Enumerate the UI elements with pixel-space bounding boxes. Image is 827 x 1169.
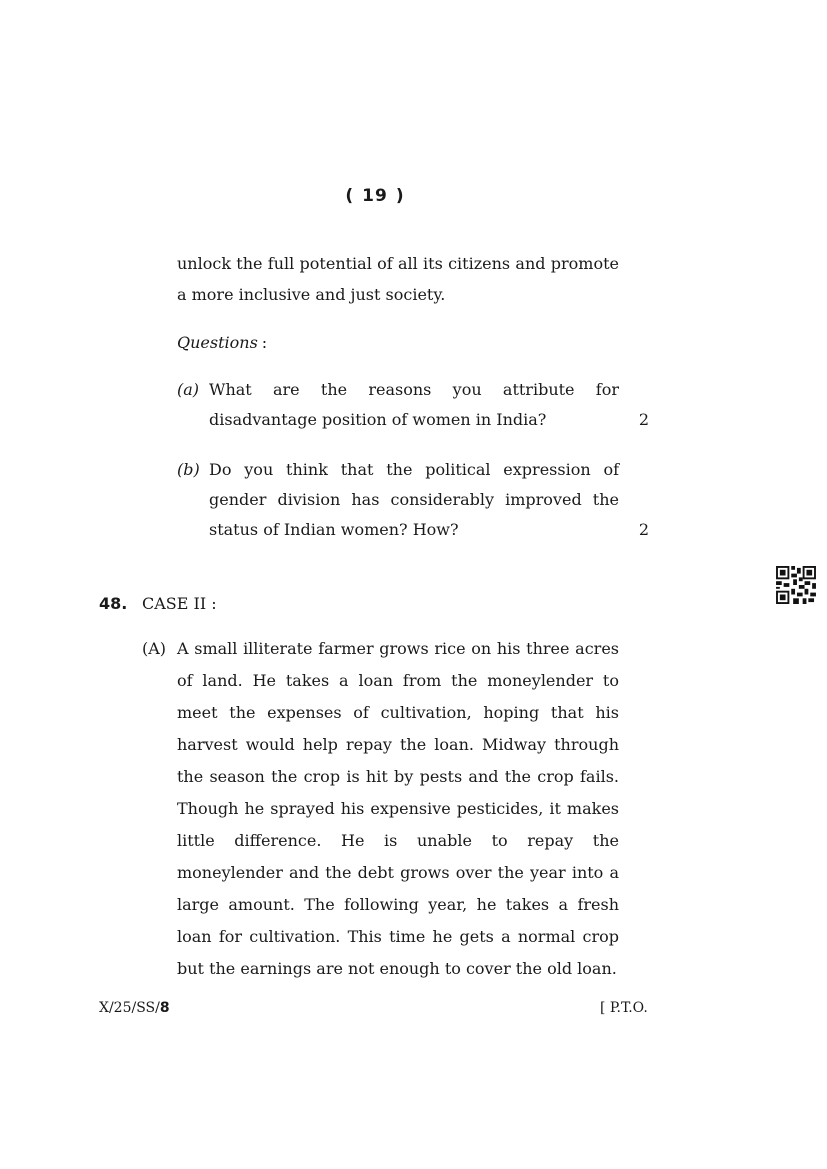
questions-heading-text: Questions xyxy=(177,333,258,352)
case-part-label: (A) xyxy=(142,639,167,658)
case-paragraph: A small illiterate farmer grows rice on his three acres of land. He takes a loan from the moneylender to meet the expenses of cultivation, hoping that his harvest would help repay the loan. Midway through the season the crop is hit by pests and the crop fails. Though he sprayed his expensive pesticides, it makes little difference. He is unable to repay the moneylender and the debt grows over the year into a large amount. The following year, he takes a fresh loan for cultivation. This time he gets a normal crop but the earnings are not enough to cover the old loan. xyxy=(177,639,619,978)
question-b-marks: 2 xyxy=(638,520,649,539)
case-title: CASE II : xyxy=(142,594,217,613)
question-a-marks: 2 xyxy=(638,410,649,429)
question-b-text: Do you think that the political expression of gender division has considerably improved the status of Indian women? How? xyxy=(209,460,619,539)
pto-label: [ P.T.O. xyxy=(600,1000,648,1016)
qr-code-icon xyxy=(776,566,816,604)
question-a xyxy=(177,375,652,435)
paper-code xyxy=(99,1000,170,1016)
page-number xyxy=(0,186,750,206)
intro-paragraph: unlock the full potential of all its citizens and promote a more inclusive and just society. xyxy=(177,254,619,304)
questions-heading xyxy=(177,333,267,352)
case-number: 48. xyxy=(99,594,128,613)
question-a-text: What are the reasons you attribute for disadvantage position of women in India? xyxy=(209,380,619,429)
paper-code-text: X/25/SS/ xyxy=(99,1000,160,1016)
question-a-letter: (a) xyxy=(177,380,200,399)
page-number-value: 19 xyxy=(362,186,388,206)
paper-code-set: 8 xyxy=(159,1000,170,1016)
question-b-letter: (b) xyxy=(177,460,200,479)
page-number-close: ) xyxy=(395,186,405,206)
page-number-open: ( xyxy=(345,186,355,206)
questions-heading-colon: : xyxy=(261,333,268,352)
question-b xyxy=(177,455,652,545)
